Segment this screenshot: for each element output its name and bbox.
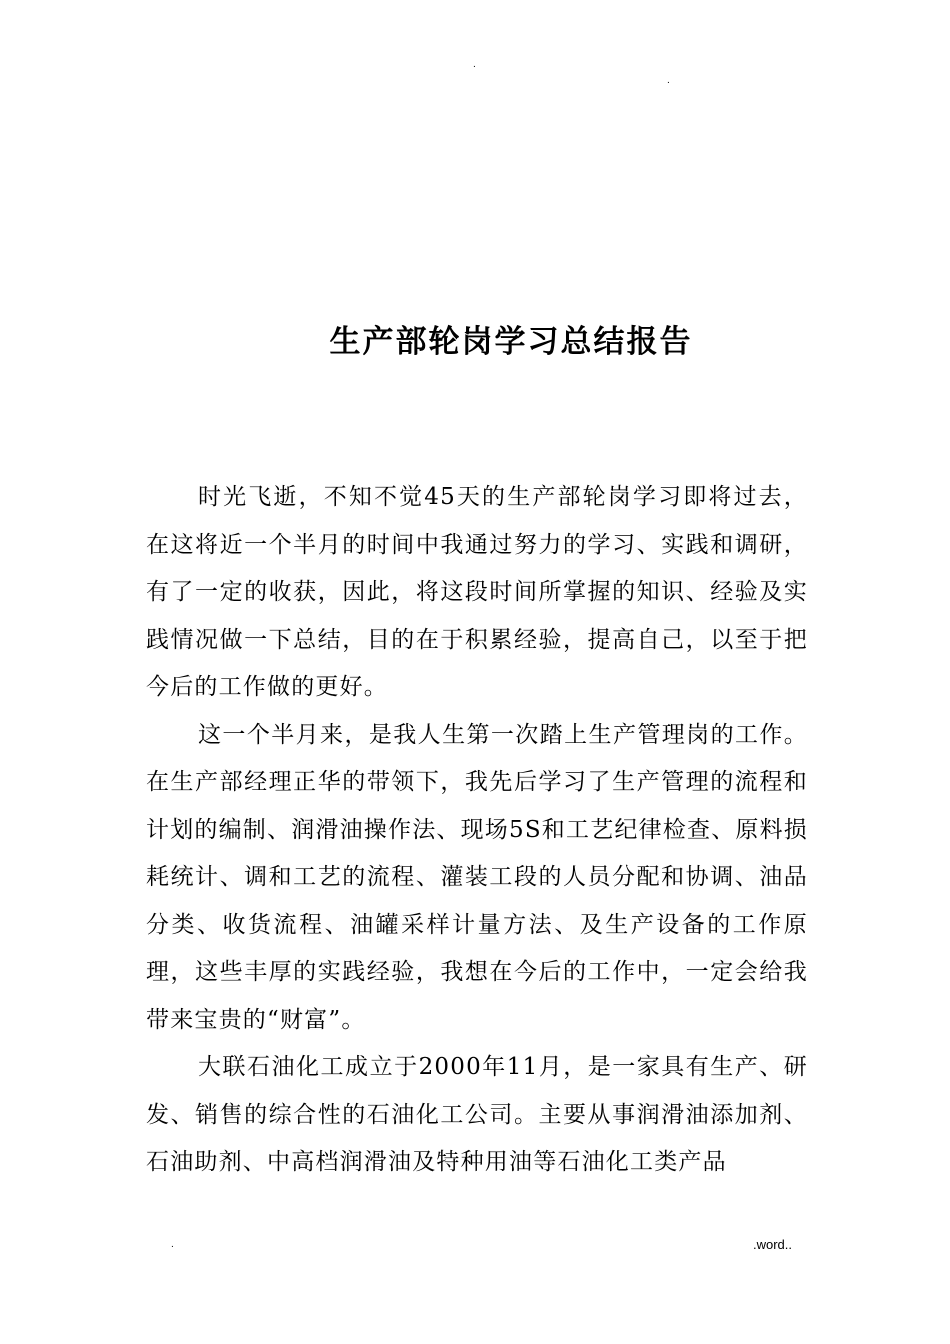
- header-dot-left: .: [473, 59, 476, 70]
- paragraph: 时光飞逝，不知不觉45天的生产部轮岗学习即将过去，在这将近一个半月的时间中我通过努力的学习、实践和调研，有了一定的收获，因此，将这段时间所掌握的知识、经验及实践情况做一下总结，目的在于积累经验，提高自己，以至于把今后的工作做的更好。: [146, 484, 808, 700]
- header-dot-right: .: [667, 75, 670, 86]
- paragraph: 这一个半月来，是我人生第一次踏上生产管理岗的工作。在生产部经理正华的带领下，我先后学习了生产管理的流程和计划的编制、润滑油操作法、现场5S和工艺纪律检查、原料损耗统计、调和工艺的流程、灌装工段的人员分配和协调、油品分类、收货流程、油罐采样计量方法、及生产设备的工作原理，这些丰厚的实践经验，我想在今后的工作中，一定会给我带来宝贵的“财富”。: [146, 721, 808, 1033]
- paragraph: 大联石油化工成立于2000年11月，是一家具有生产、研发、销售的综合性的石油化工公司。主要从事润滑油添加剂、石油助剂、中高档润滑油及特种用油等石油化工类产品: [146, 1054, 808, 1175]
- footer-dot: .: [171, 1239, 174, 1250]
- document-title: 生产部轮岗学习总结报告: [329, 324, 693, 360]
- footer-label: .word..: [753, 1237, 793, 1252]
- document-body: [146, 474, 808, 1187]
